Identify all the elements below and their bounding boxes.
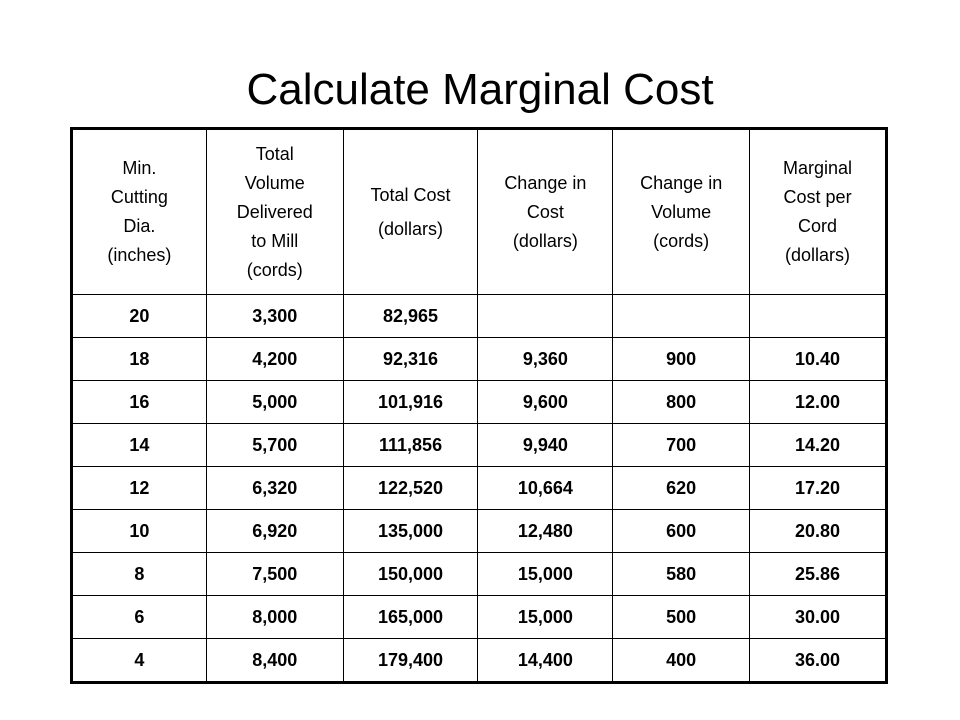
cell-total-volume: 3,300 (206, 295, 343, 338)
cell-change-cost: 15,000 (478, 596, 613, 639)
cell-change-cost: 12,480 (478, 510, 613, 553)
cell-marginal-cost: 36.00 (750, 639, 887, 683)
header-change-in-volume: Change in Volume (cords) (613, 129, 750, 295)
cell-min-dia: 14 (72, 424, 207, 467)
cell-total-volume: 7,500 (206, 553, 343, 596)
table-row (72, 639, 887, 683)
table-row (72, 596, 887, 639)
header-marginal-cost: Marginal Cost per Cord (dollars) (750, 129, 887, 295)
cell-total-volume: 5,000 (206, 381, 343, 424)
table-row (72, 553, 887, 596)
table-row (72, 338, 887, 381)
cell-marginal-cost: 17.20 (750, 467, 887, 510)
cell-total-volume: 8,400 (206, 639, 343, 683)
cell-marginal-cost (750, 295, 887, 338)
cell-marginal-cost: 14.20 (750, 424, 887, 467)
cell-marginal-cost: 30.00 (750, 596, 887, 639)
cell-change-cost: 9,360 (478, 338, 613, 381)
cell-marginal-cost: 20.80 (750, 510, 887, 553)
table-row (72, 424, 887, 467)
cell-marginal-cost: 12.00 (750, 381, 887, 424)
header-total-volume: Total Volume Delivered to Mill (cords) (206, 129, 343, 295)
cell-total-cost: 82,965 (343, 295, 478, 338)
cell-total-cost: 92,316 (343, 338, 478, 381)
cell-change-cost: 14,400 (478, 639, 613, 683)
cell-min-dia: 16 (72, 381, 207, 424)
header-row (72, 129, 887, 295)
cell-min-dia: 18 (72, 338, 207, 381)
cell-min-dia: 12 (72, 467, 207, 510)
table-row (72, 381, 887, 424)
cell-change-volume: 500 (613, 596, 750, 639)
cell-total-cost: 122,520 (343, 467, 478, 510)
cell-total-cost: 179,400 (343, 639, 478, 683)
cell-total-volume: 6,920 (206, 510, 343, 553)
cell-change-volume: 700 (613, 424, 750, 467)
cell-min-dia: 4 (72, 639, 207, 683)
cell-change-volume: 800 (613, 381, 750, 424)
marginal-cost-table (70, 127, 888, 684)
cell-change-volume: 900 (613, 338, 750, 381)
cell-total-cost: 111,856 (343, 424, 478, 467)
cell-min-dia: 6 (72, 596, 207, 639)
cell-change-volume: 580 (613, 553, 750, 596)
page-title: Calculate Marginal Cost (246, 65, 714, 114)
cell-marginal-cost: 25.86 (750, 553, 887, 596)
header-total-cost: Total Cost (dollars) (343, 129, 478, 295)
cell-change-cost: 15,000 (478, 553, 613, 596)
cell-min-dia: 8 (72, 553, 207, 596)
cell-total-cost: 150,000 (343, 553, 478, 596)
header-min-cutting-dia: Min. Cutting Dia. (inches) (72, 129, 207, 295)
header-change-in-cost: Change in Cost (dollars) (478, 129, 613, 295)
cell-change-cost: 9,600 (478, 381, 613, 424)
cell-total-cost: 165,000 (343, 596, 478, 639)
cell-change-volume: 620 (613, 467, 750, 510)
cell-change-cost: 10,664 (478, 467, 613, 510)
cell-total-cost: 101,916 (343, 381, 478, 424)
table-row (72, 467, 887, 510)
cell-change-cost: 9,940 (478, 424, 613, 467)
cell-min-dia: 20 (72, 295, 207, 338)
cell-total-volume: 8,000 (206, 596, 343, 639)
cell-marginal-cost: 10.40 (750, 338, 887, 381)
cell-total-volume: 4,200 (206, 338, 343, 381)
cell-total-cost: 135,000 (343, 510, 478, 553)
cell-total-volume: 6,320 (206, 467, 343, 510)
cell-change-volume (613, 295, 750, 338)
cell-total-volume: 5,700 (206, 424, 343, 467)
cell-min-dia: 10 (72, 510, 207, 553)
table-row (72, 510, 887, 553)
cell-change-cost (478, 295, 613, 338)
cell-change-volume: 600 (613, 510, 750, 553)
table-row (72, 295, 887, 338)
cell-change-volume: 400 (613, 639, 750, 683)
